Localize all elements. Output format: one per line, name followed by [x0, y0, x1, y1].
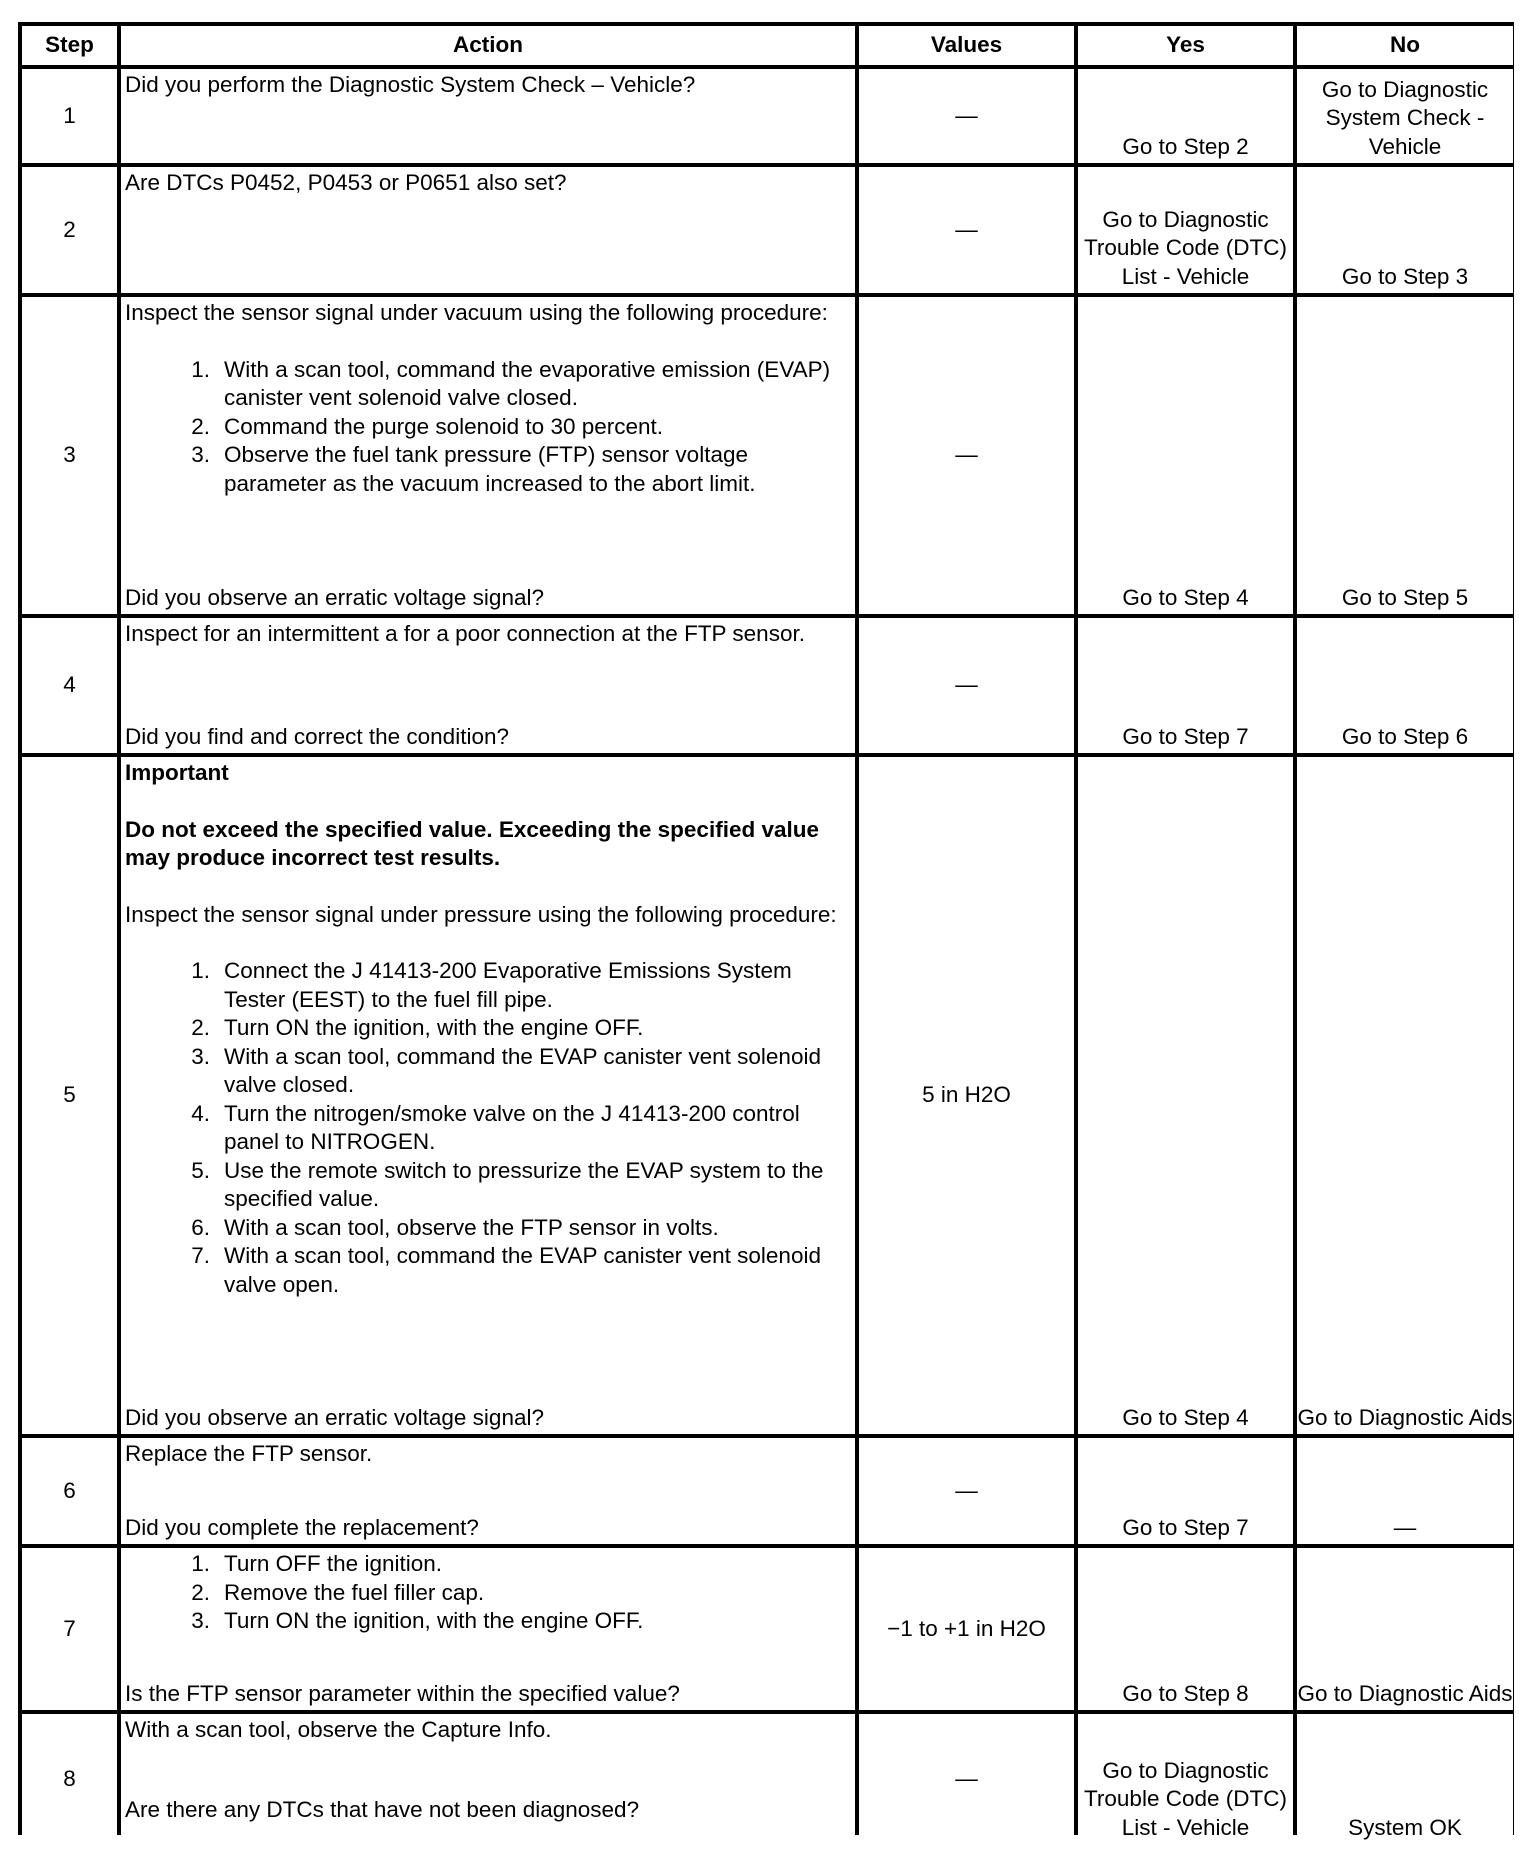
step-number: 4 — [22, 618, 117, 753]
no-cell: Go to Diagnostic System Check - Vehicle — [1297, 69, 1513, 163]
list-item: 1. With a scan tool, command the evaporative emission (EVAP) canister vent solenoid valve closed. — [191, 356, 831, 410]
no-cell: Go to Diagnostic Aids — [1297, 1548, 1513, 1710]
no-cell: — — [1297, 1438, 1513, 1544]
list-item: 3. Observe the fuel tank pressure (FTP) sensor voltage parameter as the vacuum increased to the abort limit. — [191, 442, 756, 496]
yes-cell: Go to Step 4 — [1078, 297, 1293, 614]
action-cell — [121, 757, 855, 1434]
list-item: 3. With a scan tool, command the EVAP canister vent solenoid valve closed. — [191, 1043, 821, 1097]
list-item: 4. Turn the nitrogen/smoke valve on the J 41413-200 control panel to NITROGEN. — [191, 1100, 800, 1154]
yes-cell: Go to Step 8 — [1078, 1548, 1293, 1710]
action-intro: Inspect for an intermittent a for a poor connection at the FTP sensor. — [125, 621, 805, 646]
action-question: Are there any DTCs that have not been diagnosed? — [125, 1796, 640, 1822]
value-cell: — — [859, 297, 1074, 614]
action-cell — [121, 69, 855, 163]
procedure-list — [125, 356, 851, 499]
value-cell: 5 in H2O — [859, 757, 1074, 1434]
action-cell — [121, 618, 855, 753]
action-cell — [121, 297, 855, 614]
no-cell: Go to Step 6 — [1297, 618, 1513, 753]
action-question: Did you find and correct the condition? — [125, 723, 509, 749]
value-cell: — — [859, 1438, 1074, 1544]
action-cell — [121, 1714, 855, 1844]
list-item: 5. Use the remote switch to pressurize the EVAP system to the specified value. — [191, 1157, 824, 1211]
yes-cell: Go to Step 4 — [1078, 757, 1293, 1434]
yes-cell: Go to Step 2 — [1078, 69, 1293, 163]
list-item: 6. With a scan tool, observe the FTP sensor in volts. — [191, 1214, 719, 1240]
list-item: 3. Turn ON the ignition, with the engine OFF. — [191, 1608, 644, 1633]
header-step: Step — [22, 26, 117, 65]
step-number: 7 — [22, 1548, 117, 1710]
header-action: Action — [121, 26, 855, 65]
list-item: 2. Command the purge solenoid to 30 percent. — [191, 413, 664, 439]
action-cell — [121, 167, 855, 293]
value-cell: — — [859, 69, 1074, 163]
action-intro: With a scan tool, observe the Capture Info. — [125, 1717, 552, 1742]
action-intro: Inspect the sensor signal under vacuum using the following procedure: — [125, 300, 828, 325]
no-cell: System OK — [1297, 1714, 1513, 1844]
action-question: Is the FTP sensor parameter within the specified value? — [125, 1680, 680, 1706]
no-cell: Go to Step 5 — [1297, 297, 1513, 614]
header-values: Values — [859, 26, 1074, 65]
step-number: 6 — [22, 1438, 117, 1544]
step-number: 5 — [22, 757, 117, 1434]
no-cell: Go to Diagnostic Aids — [1297, 757, 1513, 1434]
no-cell: Go to Step 3 — [1297, 167, 1513, 293]
header-yes: Yes — [1078, 26, 1293, 65]
action-cell — [121, 1548, 855, 1710]
yes-cell: Go to Diagnostic Trouble Code (DTC) List - Vehicle — [1078, 167, 1293, 293]
action-question: Did you observe an erratic voltage signal? — [125, 1404, 544, 1430]
step-number: 1 — [22, 69, 117, 163]
procedure-list — [125, 957, 851, 1299]
action-intro: Inspect the sensor signal under pressure using the following procedure: — [125, 901, 837, 927]
header-no: No — [1297, 26, 1513, 65]
action-question: Did you perform the Diagnostic System Check – Vehicle? — [125, 72, 696, 97]
value-cell: — — [859, 1714, 1074, 1844]
important-label: Important — [125, 760, 229, 785]
list-item: 2. Turn ON the ignition, with the engine OFF. — [191, 1015, 644, 1040]
step-number: 8 — [22, 1714, 117, 1844]
step-number: 3 — [22, 297, 117, 614]
action-question: Did you complete the replacement? — [125, 1514, 479, 1540]
yes-cell: Go to Diagnostic Trouble Code (DTC) List - Vehicle — [1078, 1714, 1293, 1844]
diagnostic-table — [18, 22, 1514, 1840]
action-question: Are DTCs P0452, P0453 or P0651 also set? — [125, 170, 567, 195]
step-number: 2 — [22, 167, 117, 293]
action-cell — [121, 1438, 855, 1544]
procedure-list — [125, 1550, 851, 1636]
list-item: 7. With a scan tool, command the EVAP canister vent solenoid valve open. — [191, 1243, 821, 1297]
value-cell: — — [859, 167, 1074, 293]
value-cell: −1 to +1 in H2O — [859, 1548, 1074, 1710]
list-item: 1. Connect the J 41413-200 Evaporative Emissions System Tester (EEST) to the fuel fill pipe. — [191, 958, 792, 1012]
action-question: Did you observe an erratic voltage signal? — [125, 584, 544, 610]
yes-cell: Go to Step 7 — [1078, 1438, 1293, 1544]
action-intro: Replace the FTP sensor. — [125, 1441, 373, 1466]
list-item: 2. Remove the fuel filler cap. — [191, 1579, 485, 1605]
list-item: 1. Turn OFF the ignition. — [191, 1551, 443, 1576]
important-text: Do not exceed the specified value. Exceeding the specified value may produce incorrect test results. — [125, 816, 819, 870]
value-cell: — — [859, 618, 1074, 753]
yes-cell: Go to Step 7 — [1078, 618, 1293, 753]
